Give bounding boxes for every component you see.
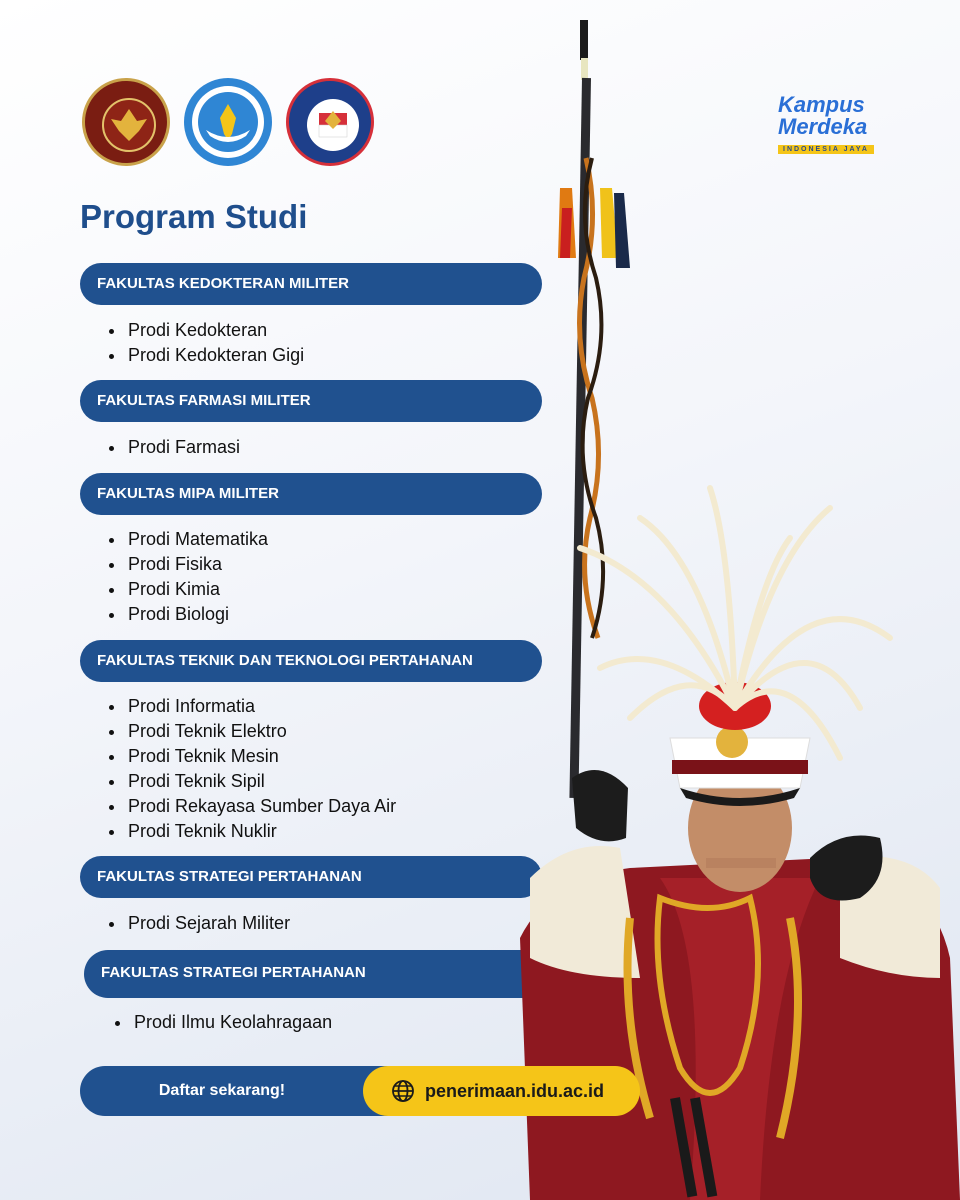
faculty-header-teknik: FAKULTAS TEKNIK DAN TEKNOLOGI PERTAHANAN bbox=[80, 640, 542, 682]
cta-bar bbox=[80, 1066, 640, 1116]
register-button-label: Daftar sekarang! bbox=[158, 1082, 286, 1099]
list-item: • Prodi Teknik Sipil bbox=[126, 769, 396, 794]
kementerian-pertahanan-logo bbox=[82, 78, 170, 166]
program-list-teknik bbox=[96, 694, 396, 844]
list-item: • Prodi Biologi bbox=[126, 602, 268, 627]
website-url: penerimaan.idu.ac.id bbox=[425, 1081, 605, 1101]
globe-icon bbox=[391, 1079, 415, 1103]
list-item: • Prodi Ilmu Keolahragaan bbox=[132, 1010, 332, 1035]
list-item: • Prodi Kedokteran bbox=[126, 318, 304, 343]
list-item: • Prodi Teknik Mesin bbox=[126, 744, 396, 769]
program-list-strategi bbox=[96, 911, 290, 936]
kampus-merdeka-tagline: INDONESIA JAYA bbox=[778, 145, 874, 154]
drum-major-photo bbox=[510, 18, 960, 1200]
list-item: • Prodi Teknik Elektro bbox=[126, 719, 396, 744]
list-item: • Prodi Kedokteran Gigi bbox=[126, 343, 304, 368]
kampus-merdeka-line2: Merdeka bbox=[778, 114, 868, 139]
faculty-header-strategi: FAKULTAS STRATEGI PERTAHANAN bbox=[80, 856, 542, 898]
program-list-kedokteran bbox=[96, 318, 304, 368]
faculty-header-kedokteran: FAKULTAS KEDOKTERAN MILITER bbox=[80, 263, 542, 305]
logo-row bbox=[82, 78, 374, 166]
list-item: • Prodi Informatia bbox=[126, 694, 396, 719]
kampus-merdeka-line1: Kampus bbox=[778, 92, 865, 117]
list-item: • Prodi Farmasi bbox=[126, 435, 240, 460]
list-item: • Prodi Kimia bbox=[126, 577, 268, 602]
list-item: • Prodi Teknik Nuklir bbox=[126, 819, 396, 844]
faculty-header-strategi-2: FAKULTAS STRATEGI PERTAHANAN bbox=[84, 950, 546, 998]
program-list-mipa bbox=[96, 527, 268, 627]
faculty-header-mipa: FAKULTAS MIPA MILITER bbox=[80, 473, 542, 515]
list-item: • Prodi Fisika bbox=[126, 552, 268, 577]
faculty-header-farmasi: FAKULTAS FARMASI MILITER bbox=[80, 380, 542, 422]
tut-wuri-handayani-logo bbox=[184, 78, 272, 166]
website-link[interactable] bbox=[363, 1066, 640, 1116]
universitas-pertahanan-logo bbox=[286, 78, 374, 166]
list-item: • Prodi Matematika bbox=[126, 527, 268, 552]
register-button[interactable] bbox=[80, 1066, 400, 1116]
page-title: Program Studi bbox=[80, 198, 308, 235]
program-list-farmasi bbox=[96, 435, 240, 460]
list-item: • Prodi Rekayasa Sumber Daya Air bbox=[126, 794, 396, 819]
list-item: • Prodi Sejarah Militer bbox=[126, 911, 290, 936]
program-list-strategi-2 bbox=[102, 1010, 332, 1035]
